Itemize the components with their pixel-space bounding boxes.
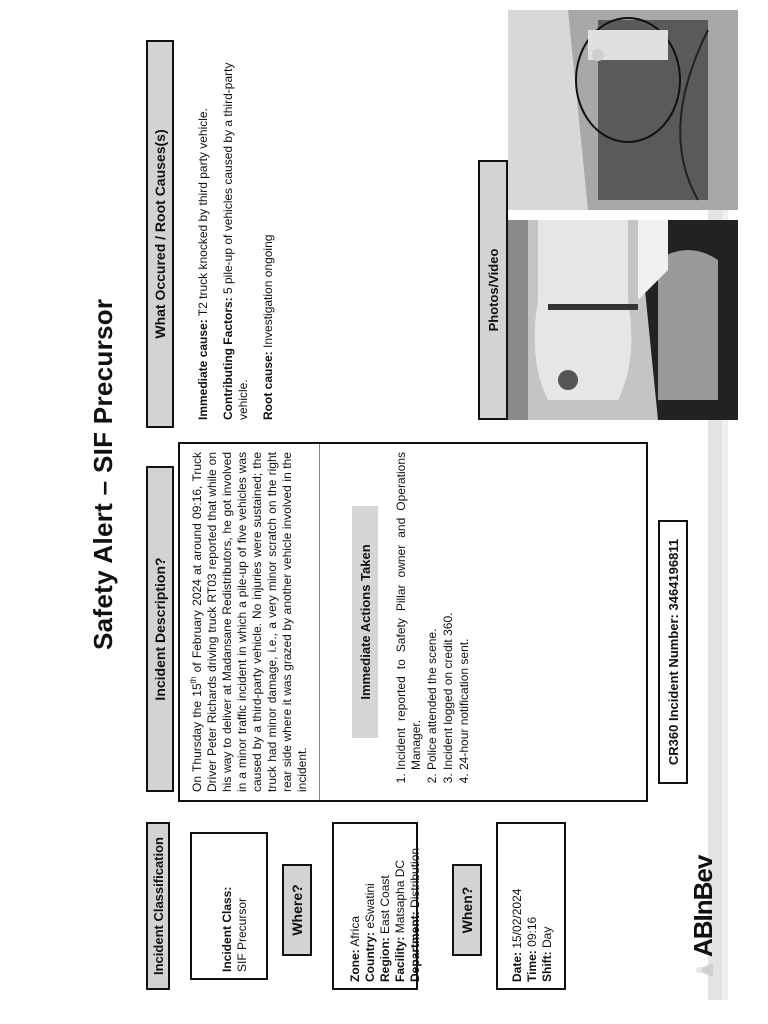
classification-box [190, 832, 268, 980]
country-label: Country: [363, 932, 377, 982]
description-sup: th [189, 676, 198, 684]
where-box [332, 822, 422, 990]
facility-label: Facility: [393, 936, 407, 982]
description-header: Incident Description? [146, 466, 174, 792]
root-cause-value: Investigation ongoing [261, 234, 275, 352]
department-value: Distribution [408, 847, 422, 908]
date-label: Date: [510, 951, 524, 982]
description-text-start: On Thursday the 15 [190, 683, 204, 792]
time-label: Time: [525, 950, 539, 982]
truck-photo-image [508, 220, 738, 420]
time-value: 09:16 [525, 916, 539, 947]
root-causes-text [196, 48, 286, 420]
action-item: 2. Police attended the scene. [425, 452, 440, 770]
classification-header: Incident Classification [146, 822, 170, 990]
date-value: 15/02/2024 [510, 888, 524, 949]
action-item: 4. 24-hour notification sent. [457, 452, 472, 770]
region-value: East Coast [378, 875, 392, 934]
action-item: 3. Incident logged on credit 360. [441, 452, 456, 770]
zone-value: Africa [348, 915, 362, 947]
logo-mark-icon [693, 960, 715, 980]
rotated-document [80, 10, 768, 1000]
middle-box [178, 442, 648, 802]
logo-wordmark: ABInBev [688, 855, 718, 957]
abinbev-logo [688, 856, 719, 980]
incident-class-value: SIF Precursor [235, 897, 249, 972]
actions-header: Immediate Actions Taken [352, 506, 378, 738]
shift-value: Day [540, 926, 554, 948]
where-header: Where? [282, 864, 312, 956]
when-box [496, 822, 566, 990]
when-header: When? [452, 864, 482, 956]
actions-list [394, 452, 473, 792]
root-causes-header: What Occured / Root Causes(s) [146, 40, 174, 428]
zone-label: Zone: [348, 949, 362, 982]
immediate-cause-label: Immediate cause: [196, 319, 210, 420]
description-text [180, 444, 320, 800]
incident-class-label: Incident Class: [220, 886, 234, 972]
incident-photo-1 [508, 220, 738, 420]
facility-value: Matsapha DC [393, 859, 407, 934]
shift-label: Shift: [540, 951, 554, 982]
region-label: Region: [378, 937, 392, 982]
incident-number-box: CR360 Incident Number: 3464196811 [658, 520, 688, 784]
immediate-cause-value: T2 truck knocked by third party vehicle. [196, 108, 210, 320]
damage-photo-image [508, 10, 738, 210]
contributing-factors-label: Contributing Factors: [221, 297, 235, 420]
incident-photo-2 [508, 10, 738, 210]
country-value: eSwatini [363, 883, 377, 929]
photos-header: Photos/Video [478, 160, 508, 420]
page-title: Safety Alert – SIF Precursor [88, 298, 118, 650]
description-text-rest: of February 2024 at around 09:16, Truck Driver Peter Richards driving truck RT03 reported that while on his way to deliver at Madansane Redistributors, he got involved in a minor traffic incident in which a pile-up of five vehicles was caused by a third-party vehicle. No injuries were sustained; the truck had minor damage, i.e., a very minor scratch on the right rear side where it was grazed by another vehicle involved in the incident. [190, 451, 309, 792]
root-cause-label: Root cause: [261, 351, 275, 420]
contributing-factors-value: 5 pile-up of vehicles caused by a third-party vehicle. [221, 62, 250, 420]
action-item: 1. Incident reported to Safety Pillar owner and Operations Manager. [394, 452, 424, 770]
department-label: Department: [408, 911, 422, 982]
